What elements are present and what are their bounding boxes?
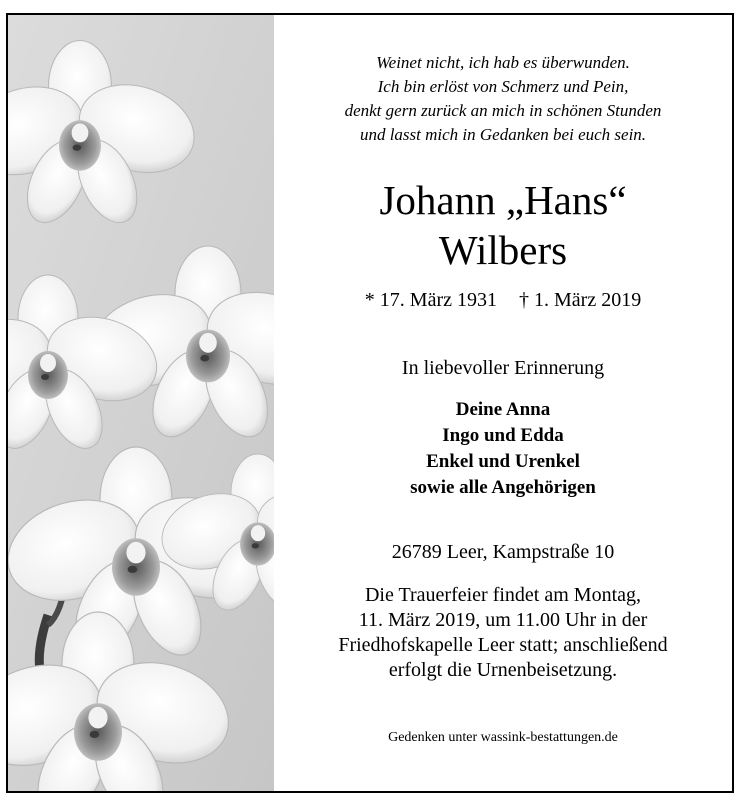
mourner: Enkel und Urenkel — [426, 451, 580, 472]
mourner: sowie alle Angehörigen — [410, 477, 596, 498]
service-line: Die Trauerfeier findet am Montag, — [364, 584, 642, 606]
poem-line: denkt gern zurück an mich in schönen Stunden — [344, 101, 662, 120]
name-line: Johann „Hans“ — [379, 177, 627, 223]
name-line: Wilbers — [438, 227, 568, 273]
orchid-photo — [8, 15, 274, 791]
mourner: Deine Anna — [455, 399, 551, 420]
service-line: erfolgt die Urnenbeisetzung. — [388, 659, 618, 681]
memorial-website: Gedenken unter wassink-bestattungen.de — [388, 730, 618, 745]
life-dates — [274, 287, 732, 313]
poem-line: und lasst mich in Gedanken bei euch sein. — [359, 125, 647, 144]
service-info — [274, 583, 732, 683]
mourners-list — [274, 397, 732, 501]
obituary-card — [6, 13, 734, 793]
service-line: 11. März 2019, um 11.00 Uhr in der — [358, 609, 648, 631]
poem-line: Weinet nicht, ich hab es überwunden. — [376, 53, 630, 72]
mourner: Ingo und Edda — [442, 425, 564, 446]
poem-line: Ich bin erlöst von Schmerz und Pein, — [377, 77, 629, 96]
poem — [274, 51, 732, 147]
memory-line: In liebevoller Erinnerung — [401, 357, 605, 379]
obituary-text — [274, 15, 732, 791]
address: 26789 Leer, Kampstraße 10 — [391, 541, 615, 563]
death-date: † 1. März 2019 — [519, 289, 642, 311]
birth-date: * 17. März 1931 — [364, 289, 497, 311]
deceased-name — [274, 175, 732, 275]
service-line: Friedhofskapelle Leer statt; anschließend — [338, 634, 668, 656]
